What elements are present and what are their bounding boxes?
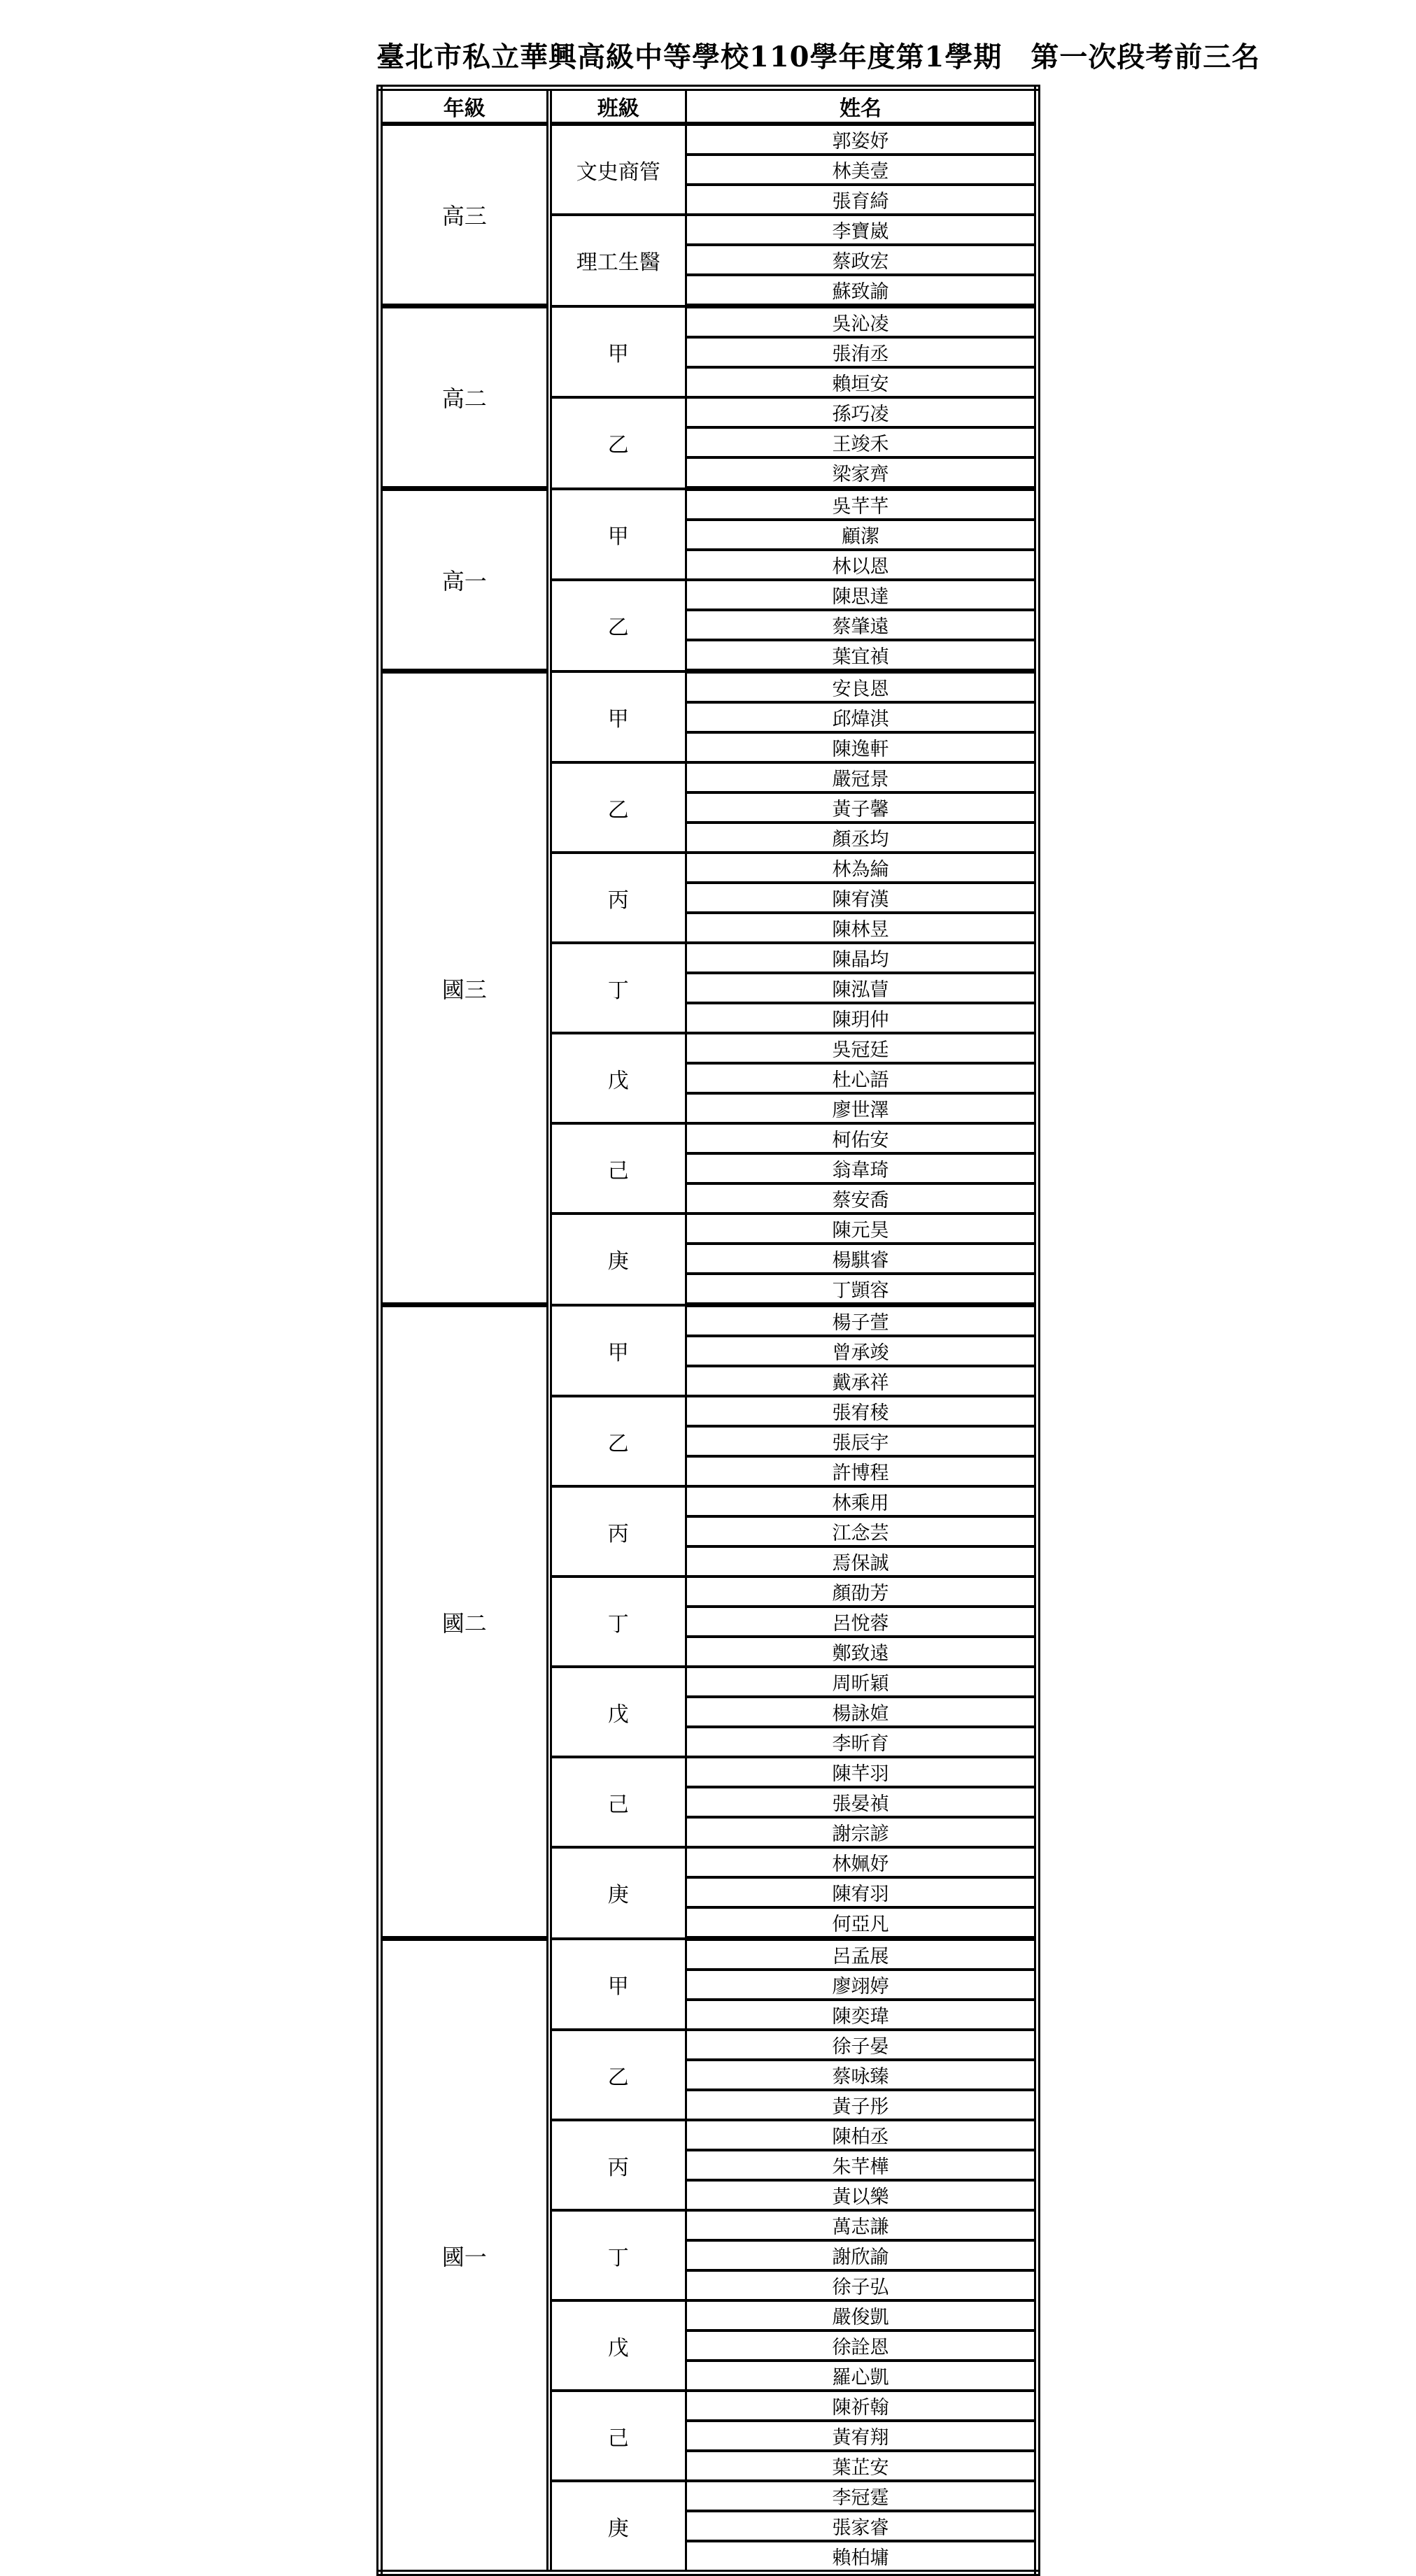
student-name-cell: 柯佑安 [686, 1123, 1038, 1153]
student-name-cell: 賴柏墉 [686, 2541, 1038, 2573]
grade-cell: 高二 [380, 306, 549, 489]
class-cell: 理工生醫 [549, 215, 686, 306]
class-cell: 庚 [549, 1847, 686, 1939]
student-name-cell: 蔡安喬 [686, 1183, 1038, 1214]
student-name-cell: 李冠霆 [686, 2481, 1038, 2511]
student-name-cell: 郭姿妤 [686, 124, 1038, 155]
student-name-cell: 葉宜禎 [686, 640, 1038, 671]
student-name-cell: 曾承竣 [686, 1336, 1038, 1366]
class-cell: 乙 [549, 1396, 686, 1486]
class-cell: 甲 [549, 306, 686, 398]
results-table-body [380, 124, 1038, 2573]
student-name-cell: 陳宥漢 [686, 883, 1038, 913]
student-name-cell: 張辰宇 [686, 1426, 1038, 1456]
student-name-cell: 焉保誠 [686, 1546, 1038, 1577]
student-name-cell: 陳泓萺 [686, 973, 1038, 1003]
class-cell: 戊 [549, 1033, 686, 1123]
student-name-cell: 蔡咏臻 [686, 2060, 1038, 2090]
student-name-cell: 孫巧凌 [686, 397, 1038, 427]
student-name-cell: 萬志謙 [686, 2210, 1038, 2240]
student-name-cell: 賴垣安 [686, 367, 1038, 397]
student-name-cell: 何亞凡 [686, 1907, 1038, 1939]
column-header-name: 姓名 [686, 88, 1038, 124]
class-cell: 戊 [549, 2300, 686, 2391]
student-name-cell: 顏劭芳 [686, 1577, 1038, 1607]
student-name-cell: 陳柏丞 [686, 2120, 1038, 2150]
student-name-cell: 陳林昱 [686, 913, 1038, 943]
class-cell: 丁 [549, 943, 686, 1033]
class-cell: 丙 [549, 1486, 686, 1577]
page-title: 臺北市私立華興高級中等學校110學年度第1學期 第一次段考前三名 [376, 41, 1261, 73]
class-cell: 甲 [549, 489, 686, 581]
student-name-cell: 楊子萱 [686, 1305, 1038, 1337]
student-name-cell: 陳奕瑋 [686, 2000, 1038, 2030]
student-name-cell: 戴承祥 [686, 1366, 1038, 1396]
student-name-cell: 丁顗容 [686, 1274, 1038, 1305]
student-name-cell: 陳元昊 [686, 1214, 1038, 1244]
student-row [380, 489, 1038, 520]
class-cell: 甲 [549, 1939, 686, 2030]
student-name-cell: 嚴冠景 [686, 762, 1038, 792]
student-row [380, 1305, 1038, 1337]
student-name-cell: 呂孟展 [686, 1939, 1038, 1970]
class-cell: 戊 [549, 1667, 686, 1757]
student-name-cell: 許博程 [686, 1456, 1038, 1486]
student-row [380, 124, 1038, 155]
student-name-cell: 杜心語 [686, 1063, 1038, 1093]
class-cell: 乙 [549, 2030, 686, 2120]
student-name-cell: 安良恩 [686, 671, 1038, 703]
student-name-cell: 朱芊樺 [686, 2150, 1038, 2180]
class-cell: 乙 [549, 762, 686, 853]
student-name-cell: 吳冠廷 [686, 1033, 1038, 1063]
student-name-cell: 翁韋琦 [686, 1153, 1038, 1183]
student-name-cell: 黃宥翔 [686, 2421, 1038, 2451]
student-name-cell: 王竣禾 [686, 427, 1038, 457]
student-name-cell: 呂悅蓉 [686, 1607, 1038, 1637]
table-header-row [380, 88, 1038, 124]
student-name-cell: 嚴俊凱 [686, 2300, 1038, 2331]
class-cell: 丙 [549, 853, 686, 943]
student-name-cell: 陳逸軒 [686, 732, 1038, 762]
student-name-cell: 陳思達 [686, 580, 1038, 610]
class-cell: 庚 [549, 1214, 686, 1305]
student-name-cell: 徐子晏 [686, 2030, 1038, 2060]
student-name-cell: 廖翊婷 [686, 1970, 1038, 2000]
class-cell: 丁 [549, 2210, 686, 2300]
class-cell: 乙 [549, 580, 686, 671]
student-name-cell: 葉芷安 [686, 2451, 1038, 2481]
student-name-cell: 林姵妤 [686, 1847, 1038, 1877]
grade-cell: 國三 [380, 671, 549, 1305]
grade-cell: 高三 [380, 124, 549, 306]
student-name-cell: 羅心凱 [686, 2361, 1038, 2391]
student-name-cell: 林以恩 [686, 550, 1038, 580]
grade-cell: 國一 [380, 1939, 549, 2573]
student-name-cell: 楊詠媗 [686, 1697, 1038, 1727]
student-name-cell: 楊騏睿 [686, 1244, 1038, 1274]
student-name-cell: 徐詮恩 [686, 2331, 1038, 2361]
student-name-cell: 邱煒淇 [686, 702, 1038, 732]
student-name-cell: 廖世澤 [686, 1093, 1038, 1123]
student-name-cell: 江念芸 [686, 1516, 1038, 1546]
student-name-cell: 張宥稜 [686, 1396, 1038, 1426]
student-name-cell: 鄭致遠 [686, 1637, 1038, 1667]
student-name-cell: 蘇致諭 [686, 275, 1038, 306]
student-row [380, 1939, 1038, 1970]
student-name-cell: 吳芊芊 [686, 489, 1038, 520]
class-cell: 己 [549, 2391, 686, 2481]
student-name-cell: 張洧丞 [686, 337, 1038, 367]
class-cell: 甲 [549, 1305, 686, 1397]
student-name-cell: 陳芊羽 [686, 1757, 1038, 1787]
class-cell: 己 [549, 1757, 686, 1847]
student-name-cell: 林乘用 [686, 1486, 1038, 1516]
student-name-cell: 陳玥仲 [686, 1003, 1038, 1033]
student-name-cell: 李昕育 [686, 1727, 1038, 1757]
student-name-cell: 張晏禎 [686, 1787, 1038, 1817]
class-cell: 丁 [549, 1577, 686, 1667]
student-name-cell: 顧潔 [686, 520, 1038, 550]
student-name-cell: 吳沁凌 [686, 306, 1038, 338]
column-header-grade: 年級 [380, 88, 549, 124]
student-name-cell: 陳宥羽 [686, 1877, 1038, 1907]
class-cell: 文史商管 [549, 124, 686, 215]
results-table [376, 85, 1040, 2576]
student-name-cell: 徐子弘 [686, 2270, 1038, 2300]
class-cell: 乙 [549, 397, 686, 489]
page [376, 0, 1261, 2576]
student-name-cell: 謝欣諭 [686, 2240, 1038, 2270]
student-name-cell: 陳晶均 [686, 943, 1038, 973]
student-name-cell: 黃子馨 [686, 792, 1038, 823]
student-name-cell: 張育綺 [686, 185, 1038, 215]
student-name-cell: 林美壹 [686, 155, 1038, 185]
student-name-cell: 謝宗諺 [686, 1817, 1038, 1847]
class-cell: 庚 [549, 2481, 686, 2573]
student-name-cell: 黃子彤 [686, 2090, 1038, 2120]
student-name-cell: 李寶崴 [686, 215, 1038, 245]
student-name-cell: 蔡政宏 [686, 245, 1038, 275]
student-row [380, 671, 1038, 703]
student-name-cell: 梁家齊 [686, 457, 1038, 489]
student-row [380, 306, 1038, 338]
student-name-cell: 周昕穎 [686, 1667, 1038, 1697]
class-cell: 己 [549, 1123, 686, 1214]
column-header-class: 班級 [549, 88, 686, 124]
student-name-cell: 陳祈翰 [686, 2391, 1038, 2421]
class-cell: 甲 [549, 671, 686, 763]
student-name-cell: 顏丞均 [686, 823, 1038, 853]
grade-cell: 高一 [380, 489, 549, 671]
grade-cell: 國二 [380, 1305, 549, 1939]
student-name-cell: 林為綸 [686, 853, 1038, 883]
student-name-cell: 張家睿 [686, 2511, 1038, 2541]
student-name-cell: 蔡肇遠 [686, 610, 1038, 640]
class-cell: 丙 [549, 2120, 686, 2210]
student-name-cell: 黃以樂 [686, 2180, 1038, 2210]
